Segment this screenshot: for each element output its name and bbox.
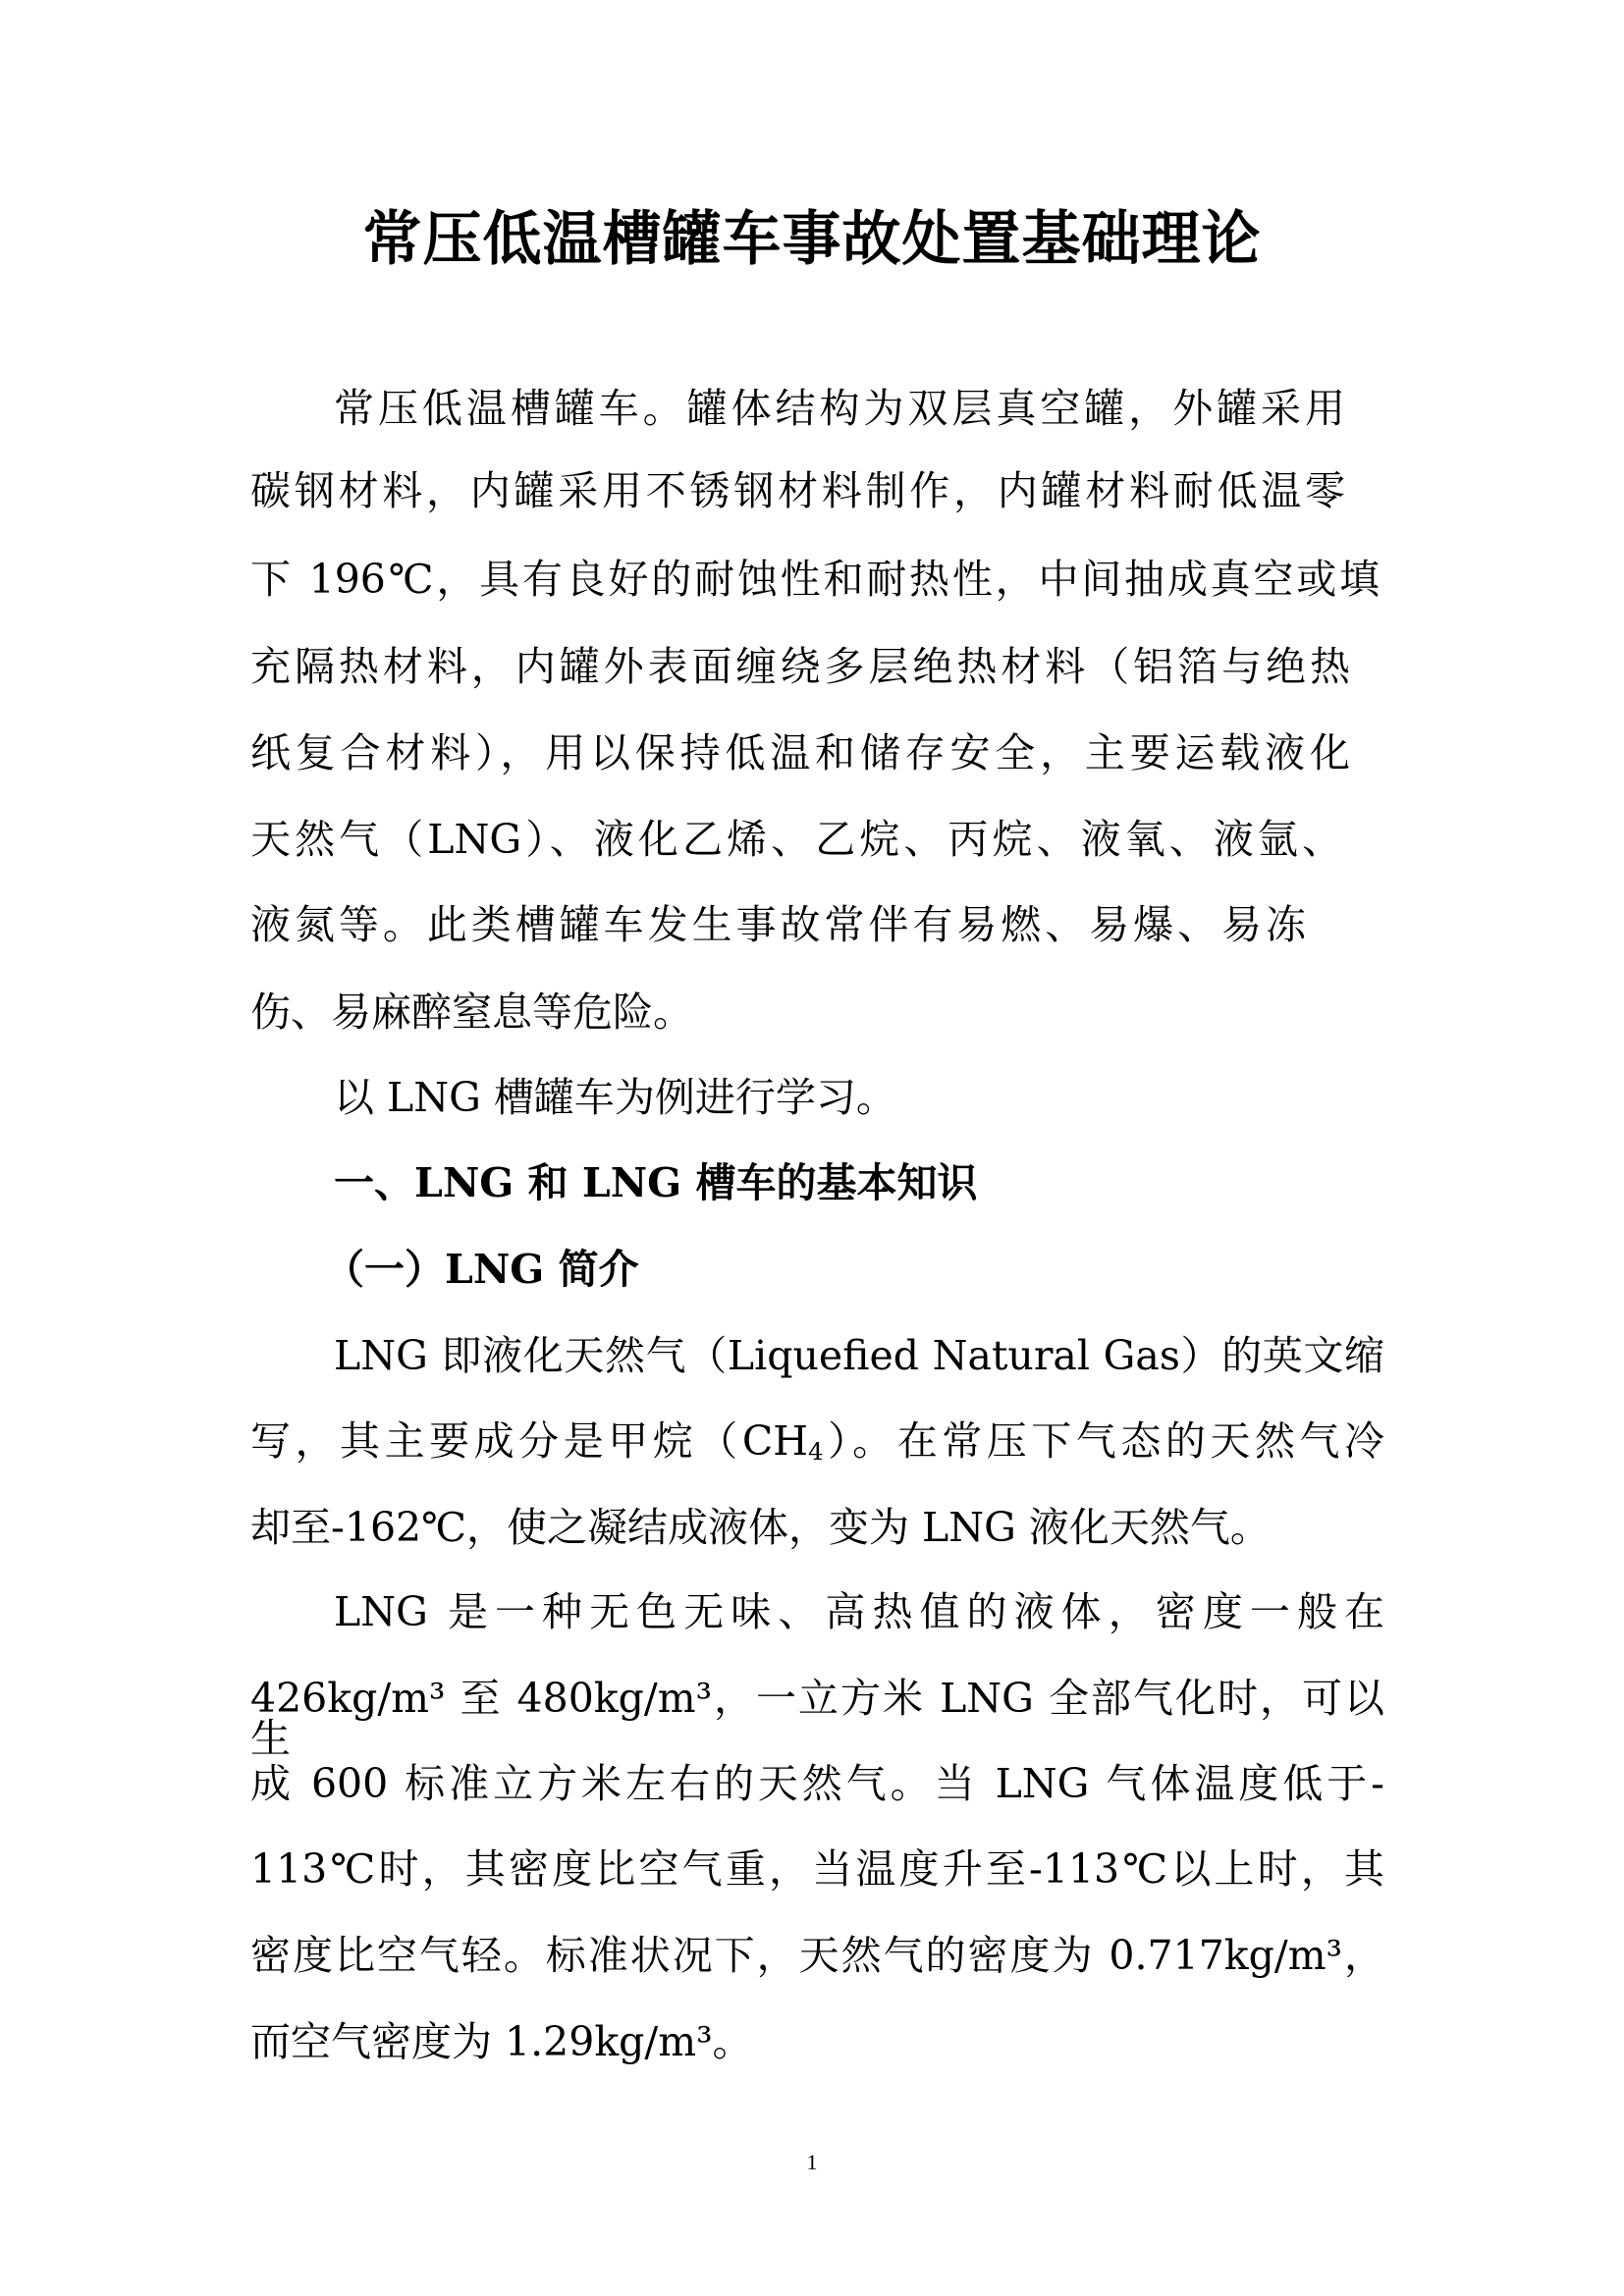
para2-line-2-sub: 4 xyxy=(807,1436,824,1466)
para3-line-2: 426kg/m³ 至 480kg/m³，一立方米 LNG 全部气化时，可以生 xyxy=(250,1675,1384,1762)
document-title: 常压低温槽罐车事故处置基础理论 xyxy=(362,205,1262,274)
intro-line-4: 充隔热材料，内罐外表面缠绕多层绝热材料（铝箔与绝热 xyxy=(250,643,1350,690)
section-heading-1: 一、LNG 和 LNG 槽车的基本知识 xyxy=(334,1159,978,1206)
para3-line-6: 而空气密度为 1.29kg/m³。 xyxy=(250,2018,753,2065)
example-line: 以 LNG 槽罐车为例进行学习。 xyxy=(334,1074,896,1121)
intro-line-3: 下 196℃，具有良好的耐蚀性和耐热性，中间抽成真空或填 xyxy=(250,556,1380,603)
para2-line-1: LNG 即液化天然气（Liquefied Natural Gas）的英文缩 xyxy=(334,1332,1384,1379)
para2-line-2-pre: 写，其主要成分是甲烷（CH xyxy=(250,1417,808,1465)
para3-line-3: 成 600 标准立方米左右的天然气。当 LNG 气体温度低于- xyxy=(250,1760,1384,1807)
intro-line-7: 液氮等。此类槽罐车发生事故常伴有易燃、易爆、易冻 xyxy=(250,901,1306,948)
intro-line-8: 伤、易麻醉窒息等危险。 xyxy=(250,988,693,1036)
para3-line-1: LNG 是一种无色无味、高热值的液体，密度一般在 xyxy=(334,1588,1384,1635)
para3-line-5: 密度比空气轻。标准状况下，天然气的密度为 0.717kg/m³， xyxy=(250,1932,1384,1979)
intro-line-5: 纸复合材料），用以保持低温和储存安全，主要运载液化 xyxy=(250,729,1350,776)
para2-line-2-post: ）。在常压下气态的天然气冷 xyxy=(823,1417,1385,1465)
intro-line-6: 天然气（LNG）、液化乙烯、乙烷、丙烷、液氧、液氩、 xyxy=(250,816,1342,863)
para3-line-4: 113℃时，其密度比空气重，当温度升至-113℃以上时，其 xyxy=(250,1845,1384,1893)
para2-line-3: 却至-162℃，使之凝结成液体，变为 LNG 液化天然气。 xyxy=(250,1504,1271,1551)
page-number: 1 xyxy=(806,2150,818,2174)
intro-line-1: 常压低温槽罐车。罐体结构为双层真空罐，外罐采用 xyxy=(334,385,1345,432)
para2-line-2 xyxy=(250,1417,1385,1466)
intro-line-2: 碳钢材料，内罐采用不锈钢材料制作，内罐材料耐低温零 xyxy=(250,467,1345,514)
subsection-heading-1: （一）LNG 简介 xyxy=(324,1246,639,1293)
